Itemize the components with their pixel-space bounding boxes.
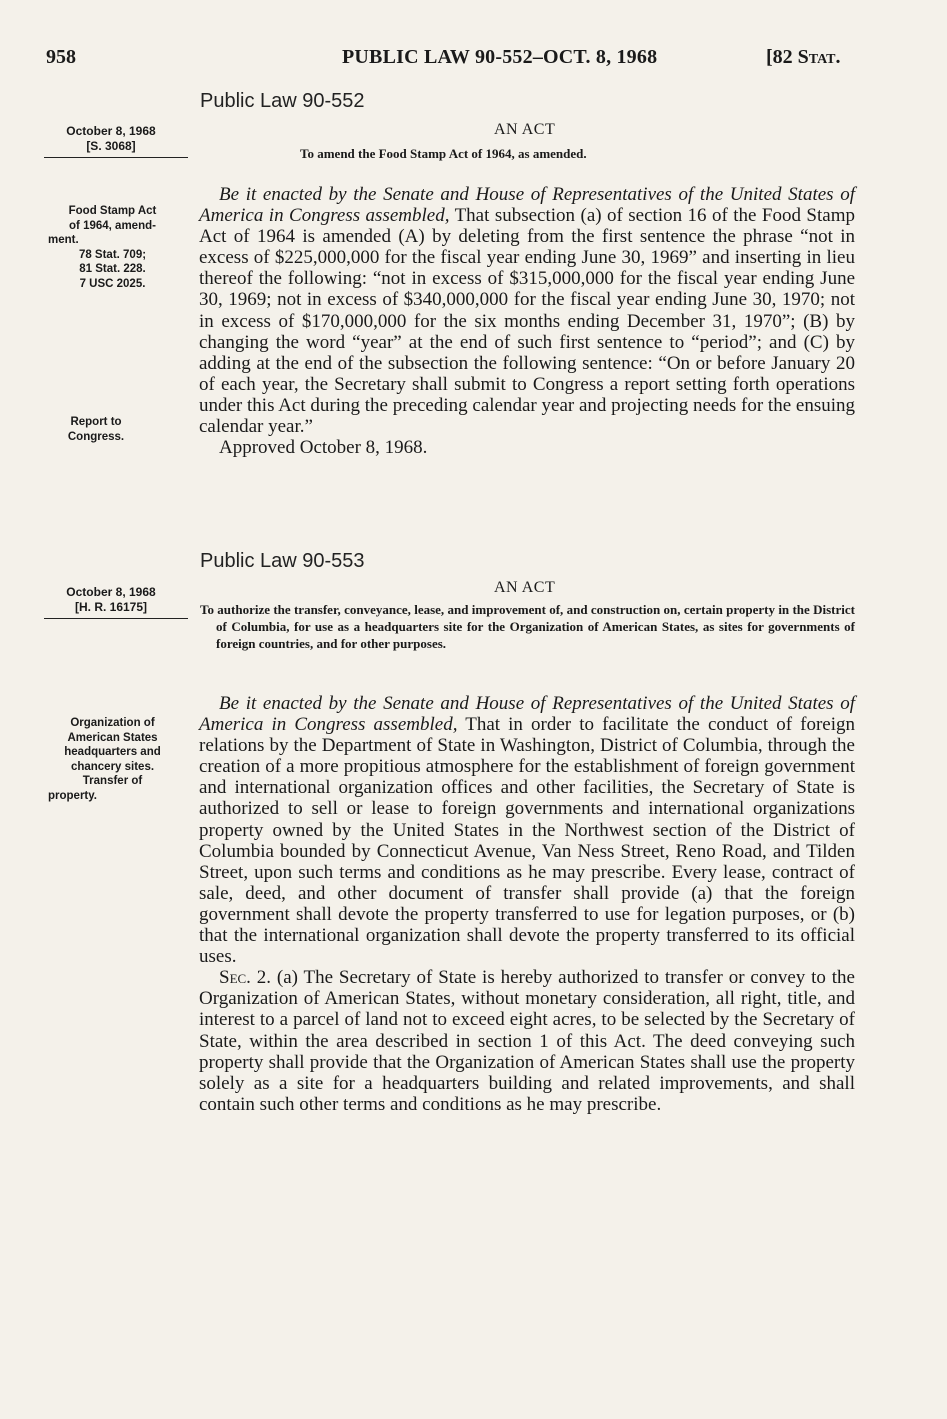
law2-margin-rule [44, 618, 188, 619]
law2-side-note [40, 716, 185, 803]
law1-side-note-report [40, 415, 152, 444]
law1-purpose: To amend the Food Stamp Act of 1964, as amended. [300, 146, 587, 161]
law1-side-note-food-stamp [40, 204, 185, 291]
side-note-line: Organization of [70, 717, 155, 729]
page-number: 958 [46, 46, 76, 68]
stat-word: Stat. [797, 46, 841, 68]
law1-date: October 8, 1968 [66, 124, 156, 138]
law2-an-act: AN ACT [494, 579, 556, 596]
side-note-line: Transfer of [82, 775, 143, 787]
law2-sec2-label: Sec. 2. [219, 967, 272, 989]
law1-bill: [S. 3068] [86, 139, 136, 153]
law2-sec2-text: (a) The Secretary of State is hereby authorized to transfer or convey to the Organization of American States, without monetary consideration, all right, title, and interest to a parcel of land not to exceed eight acres, to be selected by the Secretary of State, within the area described in section 1 of this Act. The deed conveying such property shall provide that the Organization of American States shall use the property solely as a site for a headquarters building and related improvements, and shall contain such other terms and conditions as he may prescribe. [199, 967, 855, 1115]
law1-paragraph [199, 184, 855, 437]
law2-title: Public Law 90-553 [200, 550, 365, 572]
side-note-line: 81 Stat. 228. [79, 263, 146, 275]
side-note-line: American States [67, 731, 158, 744]
side-note-line: Report to [70, 416, 122, 428]
side-note-line: Food Stamp Act [68, 205, 157, 217]
side-note-line: Congress. [67, 430, 125, 443]
law2-date: October 8, 1968 [66, 585, 156, 599]
law2-bill: [H. R. 16175] [74, 600, 148, 614]
running-head: PUBLIC LAW 90-552–OCT. 8, 1968 [342, 46, 658, 68]
side-note-line: 7 USC 2025. [79, 277, 146, 290]
law2-purpose [200, 601, 855, 652]
law2-paragraph-1 [199, 693, 855, 967]
law1-body [199, 184, 855, 458]
side-note-line: property. [48, 789, 97, 802]
stat-prefix: [82 [766, 46, 793, 68]
law1-body-text: That subsection (a) of section 16 of the Food Stamp Act of 1964 is amended (A) by deleting from the first sentence the phrase “not in excess of $225,000,000 for the fiscal year ending June 30, 1969” and inserting in lieu thereof the following: “not in excess of $315,000,000 for the fiscal year ending June 30, 1969; not in excess of $340,000,000 for the fiscal year ending June 30, 1970; not in excess of $170,000,000 for the six months ending December 31, 1970”; (B) by changing the word “year” at the end of such first sentence to “period”; and (C) by adding at the end of the subsection the following sentence: “On or before January 20 of each year, the Secretary shall submit to Congress a report setting forth operations under this Act during the preceding calendar year and projecting needs for the ensuing calendar year.” [199, 205, 855, 438]
law2-body [199, 693, 855, 1115]
side-note-line: 78 Stat. 709; [78, 248, 147, 261]
side-note-line: headquarters and [64, 746, 161, 758]
law1-an-act: AN ACT [494, 121, 556, 138]
law2-purpose-text: To authorize the transfer, conveyance, lease, and improvement of, and construction on, certain property in the District of Columbia, for use as a headquarters site for the Organization of American States, as sites for governments of foreign countries, and for other purposes. [200, 602, 855, 651]
law1-margin-rule [44, 157, 188, 158]
law2-enacting-clause: Be it enacted by the Senate and House of Representatives of the United States of America in Congress assembled, [199, 693, 855, 736]
law1-enacting-clause: Be it enacted by the Senate and House of Representatives of the United States of America in Congress assembled, [199, 184, 855, 227]
page-header [0, 44, 947, 74]
side-note-line: of 1964, amend- [69, 219, 156, 232]
stat-reference [766, 46, 841, 69]
side-note-line: ment. [48, 234, 79, 246]
law1-title: Public Law 90-552 [200, 90, 365, 112]
law2-body-text: That in order to facilitate the conduct of foreign relations by the Department of State in Washington, District of Columbia, through the creation of a more propitious atmosphere for the establishment of foreign government and international organization offices and other facilities, the Secretary of State is authorized to sell or lease to foreign governments and international organizations property owned by the United States in the Northwest section of the District of Columbia bounded by Connecticut Avenue, Van Ness Street, Reno Road, and Tilden Street, upon such terms and conditions as he may prescribe. Every lease, contract of sale, deed, and other document of transfer shall provide (a) that the foreign government shall devote the property transferred to use for legation purposes, or (b) that the international organization shall devote the property transferred to its official uses. [199, 714, 856, 968]
law2-paragraph-2 [199, 967, 855, 1115]
side-note-line: chancery sites. [70, 760, 155, 773]
law1-approved: Approved October 8, 1968. [219, 437, 428, 459]
